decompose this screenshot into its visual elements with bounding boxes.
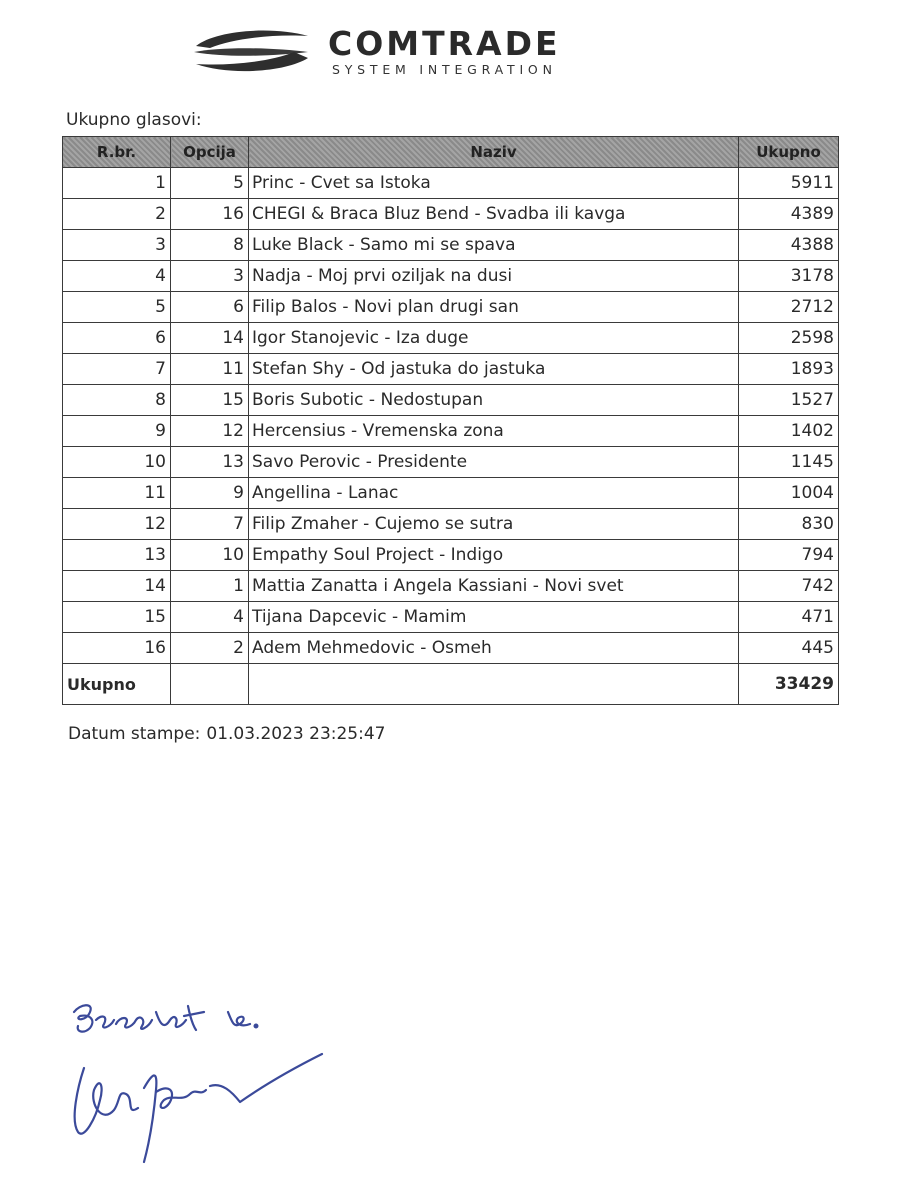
cell-naziv: CHEGI & Braca Bluz Bend - Svadba ili kavga bbox=[249, 199, 739, 230]
cell-rbr: 6 bbox=[63, 323, 171, 354]
cell-naziv: Igor Stanojevic - Iza duge bbox=[249, 323, 739, 354]
cell-ukupno: 4389 bbox=[739, 199, 839, 230]
cell-rbr: 13 bbox=[63, 540, 171, 571]
section-title: Ukupno glasovi: bbox=[66, 110, 202, 130]
print-date bbox=[68, 724, 385, 744]
brand-tagline: SYSTEM INTEGRATION bbox=[332, 62, 557, 77]
print-date-value: 01.03.2023 23:25:47 bbox=[206, 724, 386, 744]
column-header-naziv: Naziv bbox=[249, 137, 739, 168]
total-label: Ukupno bbox=[63, 664, 171, 705]
cell-rbr: 14 bbox=[63, 571, 171, 602]
column-header-rbr: R.br. bbox=[63, 137, 171, 168]
cell-ukupno: 1527 bbox=[739, 385, 839, 416]
cell-opcija: 7 bbox=[171, 509, 249, 540]
cell-naziv: Stefan Shy - Od jastuka do jastuka bbox=[249, 354, 739, 385]
table-row bbox=[63, 292, 839, 323]
cell-naziv: Boris Subotic - Nedostupan bbox=[249, 385, 739, 416]
table-body bbox=[63, 168, 839, 664]
cell-opcija: 5 bbox=[171, 168, 249, 199]
cell-ukupno: 1004 bbox=[739, 478, 839, 509]
cell-ukupno: 1893 bbox=[739, 354, 839, 385]
comtrade-logo-icon bbox=[190, 26, 312, 74]
table-row bbox=[63, 509, 839, 540]
cell-rbr: 2 bbox=[63, 199, 171, 230]
results-table bbox=[62, 136, 839, 705]
table-row bbox=[63, 385, 839, 416]
handwritten-signature bbox=[60, 990, 380, 1170]
cell-opcija: 6 bbox=[171, 292, 249, 323]
cell-naziv: Princ - Cvet sa Istoka bbox=[249, 168, 739, 199]
cell-ukupno: 2598 bbox=[739, 323, 839, 354]
cell-ukupno: 1402 bbox=[739, 416, 839, 447]
cell-opcija: 3 bbox=[171, 261, 249, 292]
cell-rbr: 3 bbox=[63, 230, 171, 261]
cell-ukupno: 4388 bbox=[739, 230, 839, 261]
table-row bbox=[63, 540, 839, 571]
cell-opcija: 13 bbox=[171, 447, 249, 478]
cell-naziv: Empathy Soul Project - Indigo bbox=[249, 540, 739, 571]
cell-opcija: 8 bbox=[171, 230, 249, 261]
total-empty-cell bbox=[171, 664, 249, 705]
column-header-opcija: Opcija bbox=[171, 137, 249, 168]
cell-ukupno: 5911 bbox=[739, 168, 839, 199]
table-row bbox=[63, 354, 839, 385]
cell-opcija: 12 bbox=[171, 416, 249, 447]
company-logo bbox=[190, 22, 650, 84]
total-row bbox=[63, 664, 839, 705]
cell-naziv: Filip Zmaher - Cujemo se sutra bbox=[249, 509, 739, 540]
table-row bbox=[63, 602, 839, 633]
cell-rbr: 5 bbox=[63, 292, 171, 323]
brand-name: COMTRADE bbox=[328, 24, 561, 63]
cell-naziv: Savo Perovic - Presidente bbox=[249, 447, 739, 478]
total-empty-cell bbox=[249, 664, 739, 705]
cell-rbr: 7 bbox=[63, 354, 171, 385]
table-row bbox=[63, 571, 839, 602]
cell-naziv: Nadja - Moj prvi oziljak na dusi bbox=[249, 261, 739, 292]
cell-opcija: 14 bbox=[171, 323, 249, 354]
table-row bbox=[63, 478, 839, 509]
column-header-ukupno: Ukupno bbox=[739, 137, 839, 168]
table-row bbox=[63, 199, 839, 230]
cell-naziv: Filip Balos - Novi plan drugi san bbox=[249, 292, 739, 323]
cell-ukupno: 742 bbox=[739, 571, 839, 602]
cell-ukupno: 830 bbox=[739, 509, 839, 540]
cell-ukupno: 794 bbox=[739, 540, 839, 571]
cell-opcija: 1 bbox=[171, 571, 249, 602]
cell-naziv: Tijana Dapcevic - Mamim bbox=[249, 602, 739, 633]
cell-naziv: Hercensius - Vremenska zona bbox=[249, 416, 739, 447]
cell-opcija: 15 bbox=[171, 385, 249, 416]
table-row bbox=[63, 323, 839, 354]
total-value: 33429 bbox=[739, 664, 839, 705]
cell-rbr: 8 bbox=[63, 385, 171, 416]
table-row bbox=[63, 261, 839, 292]
cell-opcija: 16 bbox=[171, 199, 249, 230]
table-row bbox=[63, 416, 839, 447]
cell-naziv: Luke Black - Samo mi se spava bbox=[249, 230, 739, 261]
cell-naziv: Mattia Zanatta i Angela Kassiani - Novi svet bbox=[249, 571, 739, 602]
cell-ukupno: 3178 bbox=[739, 261, 839, 292]
cell-rbr: 15 bbox=[63, 602, 171, 633]
cell-opcija: 2 bbox=[171, 633, 249, 664]
cell-ukupno: 471 bbox=[739, 602, 839, 633]
cell-ukupno: 445 bbox=[739, 633, 839, 664]
table-row bbox=[63, 230, 839, 261]
cell-naziv: Angellina - Lanac bbox=[249, 478, 739, 509]
cell-ukupno: 2712 bbox=[739, 292, 839, 323]
cell-rbr: 16 bbox=[63, 633, 171, 664]
cell-opcija: 9 bbox=[171, 478, 249, 509]
cell-rbr: 9 bbox=[63, 416, 171, 447]
cell-naziv: Adem Mehmedovic - Osmeh bbox=[249, 633, 739, 664]
cell-rbr: 4 bbox=[63, 261, 171, 292]
cell-rbr: 10 bbox=[63, 447, 171, 478]
cell-ukupno: 1145 bbox=[739, 447, 839, 478]
cell-opcija: 10 bbox=[171, 540, 249, 571]
cell-opcija: 11 bbox=[171, 354, 249, 385]
table-row bbox=[63, 168, 839, 199]
table-header-row bbox=[63, 137, 839, 168]
cell-rbr: 11 bbox=[63, 478, 171, 509]
print-date-label: Datum stampe: bbox=[68, 724, 201, 744]
cell-opcija: 4 bbox=[171, 602, 249, 633]
cell-rbr: 12 bbox=[63, 509, 171, 540]
table-row bbox=[63, 633, 839, 664]
table-row bbox=[63, 447, 839, 478]
cell-rbr: 1 bbox=[63, 168, 171, 199]
